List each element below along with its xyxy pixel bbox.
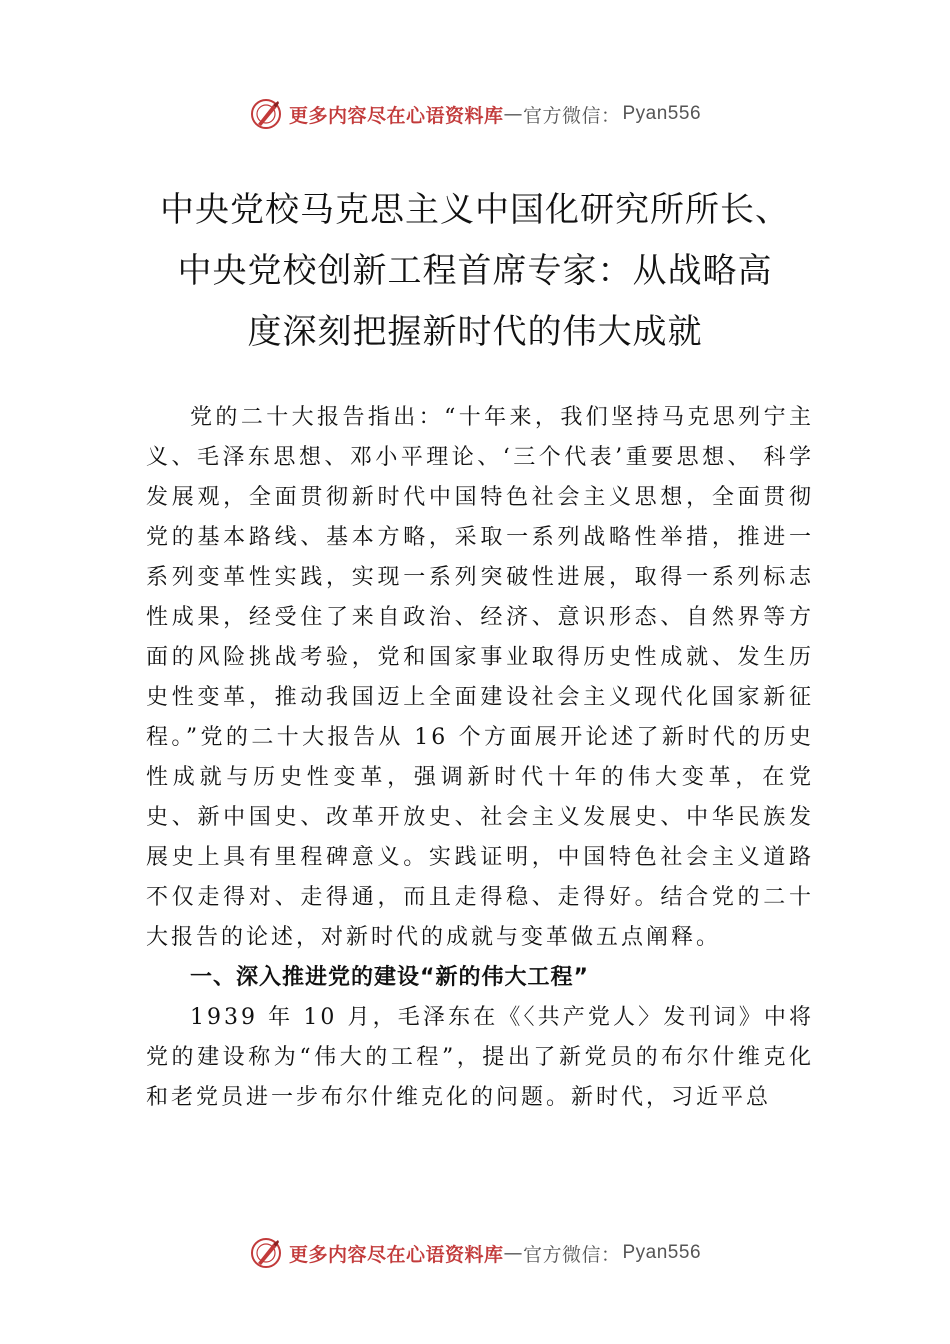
title-line-2: 中央党校创新工程首席专家：从战略高	[177, 251, 773, 291]
banner-dash: —	[503, 1242, 523, 1264]
footer-watermark-banner	[0, 1233, 950, 1273]
title-line-3: 度深刻把握新时代的伟大成就	[247, 312, 703, 352]
pen-logo-icon	[249, 1236, 283, 1270]
title-line-1: 中央党校马克思主义中国化研究所所长、	[160, 190, 790, 230]
banner-dash: —	[503, 103, 523, 125]
page-title	[100, 180, 850, 363]
document-body	[146, 398, 814, 1118]
banner-site-name: 更多内容尽在心语资料库	[288, 1243, 504, 1266]
banner-wechat-label: 官方微信：	[522, 1243, 621, 1266]
header-watermark-banner	[0, 94, 950, 134]
banner-wechat-label: 官方微信：	[522, 104, 621, 127]
pen-logo-icon	[249, 97, 283, 131]
section-1-paragraph: 1939 年 10 月，毛泽东在《〈共产党人〉发刊词》中将党的建设称为“伟大的工程”，提出了新党员的布尔什维克化和老党员进一步布尔什维克化的问题。新时代，习近平总	[146, 1005, 814, 1110]
intro-paragraph: 党的二十大报告指出：“十年来，我们坚持马克思列宁主义、毛泽东思想、邓小平理论、‘三个代表’重要思想、 科学发展观，全面贯彻新时代中国特色社会主义思想，全面贯彻党的基本路线、基本方略，采取一系列战略性举措，推进一系列变革性实践，实现一系列突破性进展，取得一系列标志性成果，经受住了来自政治、经济、意识形态、自然界等方面的风险挑战考验，党和国家事业取得历史性成就、发生历史性变革，推动我国迈上全面建设社会主义现代化国家新征程。”党的二十大报告从 16 个方面展开论述了新时代的历史性成就与历史性变革，强调新时代十年的伟大变革，在党史、新中国史、改革开放史、社会主义发展史、中华民族发展史上具有里程碑意义。实践证明，中国特色社会主义道路不仅走得对、走得通，而且走得稳、走得好。结合党的二十大报告的论述，对新时代的成就与变革做五点阐释。	[146, 405, 814, 950]
section-heading-1: 一、深入推进党的建设“新的伟大工程”	[190, 965, 589, 990]
banner-wechat-id: Pyan556	[622, 1242, 702, 1263]
banner-wechat-id: Pyan556	[622, 103, 702, 124]
banner-site-name: 更多内容尽在心语资料库	[288, 104, 504, 127]
